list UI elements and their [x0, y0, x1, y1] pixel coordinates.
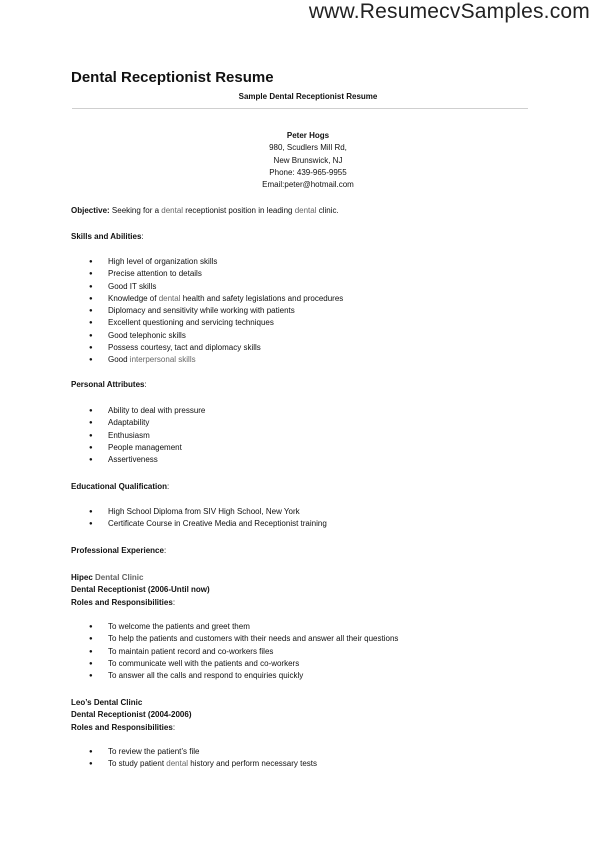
list-item-text: health and safety legislations and procedures	[180, 293, 344, 303]
list-item	[89, 330, 343, 342]
list-item: ● To communicate well with the patients and co-workers	[89, 658, 398, 670]
list-item-highlight: dental	[166, 759, 189, 769]
list-item-highlight: interpersonal skills	[129, 355, 196, 365]
list-item: ● Certificate Course in Creative Media and Receptionist training	[89, 518, 327, 530]
skills-heading-text: Skills and Abilities	[71, 232, 142, 241]
list-item: ● To answer all the calls and respond to enquiries quickly	[89, 670, 398, 682]
list-item	[89, 758, 317, 770]
contact-address-line2: New Brunswick, NJ	[273, 155, 343, 165]
experience-heading-colon: :	[163, 546, 167, 555]
list-item-text: Diplomacy and sensitivity while working with patients	[108, 306, 295, 316]
education-list	[89, 506, 327, 531]
objective-line	[71, 205, 339, 217]
job-1-header	[71, 572, 210, 609]
job-2-roles-label-text: Roles and Responsibilities	[71, 722, 173, 732]
list-item	[89, 256, 343, 268]
objective-text-1: Seeking for a	[109, 206, 162, 215]
list-item	[89, 268, 343, 280]
skills-heading-colon: :	[141, 232, 144, 241]
list-item-text: High level of organization skills	[108, 257, 218, 266]
list-item: ● Ability to deal with pressure	[89, 405, 205, 417]
list-item: ● To help the patients and customers with their needs and answer all their questions	[89, 633, 398, 645]
objective-label: Objective:	[71, 206, 110, 215]
job-2-roles-label-colon: :	[172, 722, 176, 732]
resume-subtitle: Sample Dental Receptionist Resume	[238, 92, 378, 101]
attributes-heading	[71, 379, 147, 391]
job-1-roles-list	[89, 621, 398, 682]
list-item-text: history and perform necessary tests	[188, 759, 318, 769]
experience-heading	[71, 545, 166, 557]
attributes-heading-colon: :	[144, 380, 147, 389]
contact-block	[0, 130, 600, 191]
list-item: ● To maintain patient record and co-workers files	[89, 646, 398, 658]
list-item: ● Assertiveness	[89, 454, 205, 466]
list-item	[89, 317, 343, 329]
job-1-position: Dental Receptionist (2006-Until now)	[71, 585, 210, 595]
job-2-clinic: Leo’s Dental Clinic	[71, 698, 143, 707]
list-item-highlight: dental	[158, 293, 181, 303]
skills-heading	[71, 231, 144, 243]
job-1-clinic	[71, 572, 210, 584]
list-item-text: Good telephonic skills	[108, 330, 186, 340]
list-item	[89, 281, 343, 293]
list-item: ● To welcome the patients and greet them	[89, 621, 398, 633]
education-heading-colon: :	[167, 482, 170, 491]
objective-highlight-2: dental	[294, 206, 317, 215]
job-2-position: Dental Receptionist (2004-2006)	[71, 710, 192, 720]
list-item-text: Excellent questioning and servicing techniques	[108, 318, 274, 328]
list-item-text: To study patient	[108, 759, 167, 769]
list-item: ● High School Diploma from SIV High School, New York	[89, 506, 327, 518]
skills-list	[89, 256, 343, 367]
list-item-text: Good	[108, 355, 130, 365]
education-heading-text: Educational Qualification	[71, 482, 168, 491]
job-2-roles-label	[71, 722, 192, 734]
list-item	[89, 293, 343, 305]
list-item: ● To review the patient’s file	[89, 746, 317, 758]
list-item-text: Knowledge of	[108, 293, 159, 303]
contact-email: Email:peter@hotmail.com	[262, 180, 354, 190]
job-2-header	[71, 697, 192, 734]
list-item	[89, 305, 343, 317]
job-1-roles-label-text: Roles and Responsibilities	[71, 597, 173, 607]
job-1-roles-label-colon: :	[172, 597, 176, 607]
job-1-roles-label	[71, 597, 210, 609]
list-item: ● Adaptability	[89, 417, 205, 429]
objective-highlight-1: dental	[161, 206, 184, 215]
attributes-heading-text: Personal Attributes	[71, 380, 145, 389]
list-item-text: Possess courtesy, tact and diplomacy skills	[108, 343, 261, 353]
watermark-site-url: www.ResumecvSamples.com	[308, 0, 590, 23]
education-heading	[71, 481, 169, 493]
objective-text-2: receptionist position in leading	[183, 206, 295, 215]
list-item: ● People management	[89, 442, 205, 454]
contact-address-line1: 980, Scudlers Mill Rd,	[269, 143, 347, 153]
header-divider	[72, 108, 528, 109]
list-item	[89, 342, 343, 354]
list-item-text: Precise attention to details	[108, 269, 202, 279]
list-item	[89, 354, 343, 366]
job-1-clinic-name: Hipec	[71, 573, 96, 582]
job-1-clinic-highlight: Dental Clinic	[95, 573, 144, 582]
list-item-text: Good IT skills	[108, 281, 157, 291]
experience-heading-text: Professional Experience	[71, 546, 164, 555]
contact-name: Peter Hogs	[286, 131, 330, 140]
contact-phone: Phone: 439-965-9955	[269, 167, 347, 177]
resume-title: Dental Receptionist Resume	[71, 69, 274, 86]
job-2-roles-list	[89, 746, 317, 771]
attributes-list	[89, 405, 205, 466]
list-item: ● Enthusiasm	[89, 430, 205, 442]
objective-text-3: clinic.	[316, 206, 339, 215]
